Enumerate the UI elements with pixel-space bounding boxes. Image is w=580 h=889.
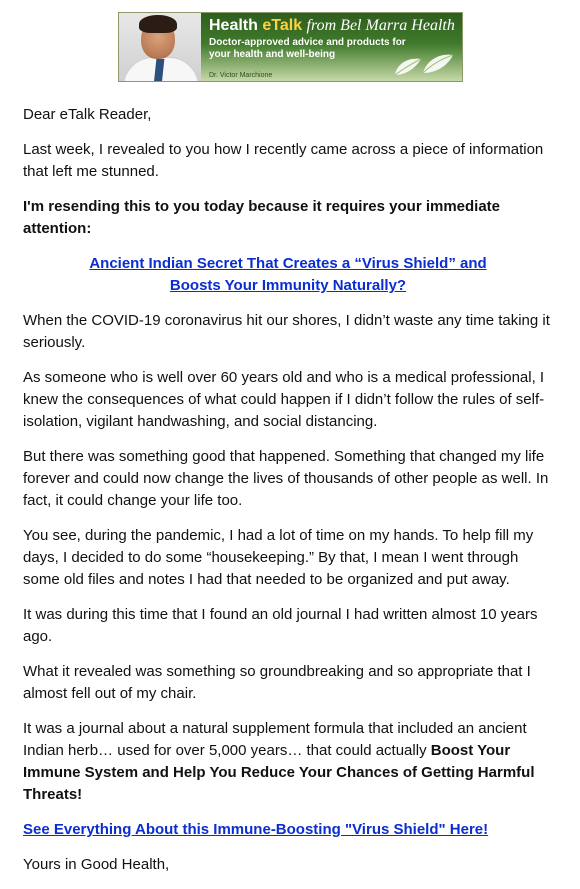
banner-doctor-name: Dr. Victor Marchione: [209, 72, 273, 79]
signoff: Yours in Good Health,: [23, 856, 170, 873]
paragraph-journal: It was during this time that I found an old journal I had written almost 10 years ago.: [23, 606, 538, 645]
cta-link[interactable]: See Everything About this Immune-Boosting "Virus Shield" Here!: [23, 821, 489, 838]
paragraph-formula-bold: Boost Your Immune System and Help You Reduce Your Chances of Getting Harmful Threats!: [23, 742, 535, 803]
paragraph-intro: Last week, I revealed to you how I recently came across a piece of information that left me stunned.: [23, 141, 544, 180]
banner-text: [201, 13, 463, 81]
paragraph-covid: When the COVID-19 coronavirus hit our shores, I didn’t waste any time taking it seriously.: [23, 312, 550, 351]
headline-link[interactable]: [89, 255, 486, 294]
paragraph-age: As someone who is well over 60 years old and who is a medical professional, I knew the consequences of what could happen if I didn’t follow the rules of self-isolation, vigilant handwashing, and social distancing.: [23, 369, 545, 430]
leaf-icon: [387, 49, 457, 79]
banner-subtitle-line1: Doctor-approved advice and products for: [209, 37, 406, 48]
greeting: Dear eTalk Reader,: [23, 106, 152, 123]
bold-notice: I'm resending this to you today because it requires your immediate attention:: [23, 198, 501, 237]
banner-title-from: from Bel Marra Health: [306, 17, 455, 34]
paragraph-formula: [23, 718, 553, 806]
paragraph-revealed: What it revealed was something so groundbreaking and so appropriate that I almost fell out of my chair.: [23, 663, 531, 702]
paragraph-formula-text: It was a journal about a natural supplement formula that included an ancient Indian herb… used for over 5,000 years… that could actually: [23, 720, 527, 759]
paragraph-good-thing: But there was something good that happened. Something that changed my life forever and could now change the lives of thousands of other people as well. In fact, it could change your life too.: [23, 448, 549, 509]
doctor-portrait: [119, 13, 201, 81]
paragraph-housekeeping: You see, during the pandemic, I had a lot of time on my hands. To help fill my days, I decided to do some “housekeeping.” By that, I mean I went through some old files and notes I had that needed to be organized and put away.: [23, 527, 534, 588]
cta-link-container: [23, 819, 553, 841]
banner-title-brand: Health: [209, 17, 258, 34]
header-banner[interactable]: [118, 12, 463, 82]
banner-subtitle-line2: your health and well-being: [209, 49, 336, 60]
headline-link-line2: Boosts Your Immunity Naturally?: [169, 277, 407, 294]
banner-title-accent: eTalk: [262, 17, 303, 34]
headline-link-line1: Ancient Indian Secret That Creates a “Virus Shield” and: [89, 255, 487, 272]
headline-link-container: [23, 253, 553, 297]
doctor-hair: [139, 15, 177, 33]
banner-title: [209, 17, 455, 35]
email-body: [23, 104, 553, 889]
